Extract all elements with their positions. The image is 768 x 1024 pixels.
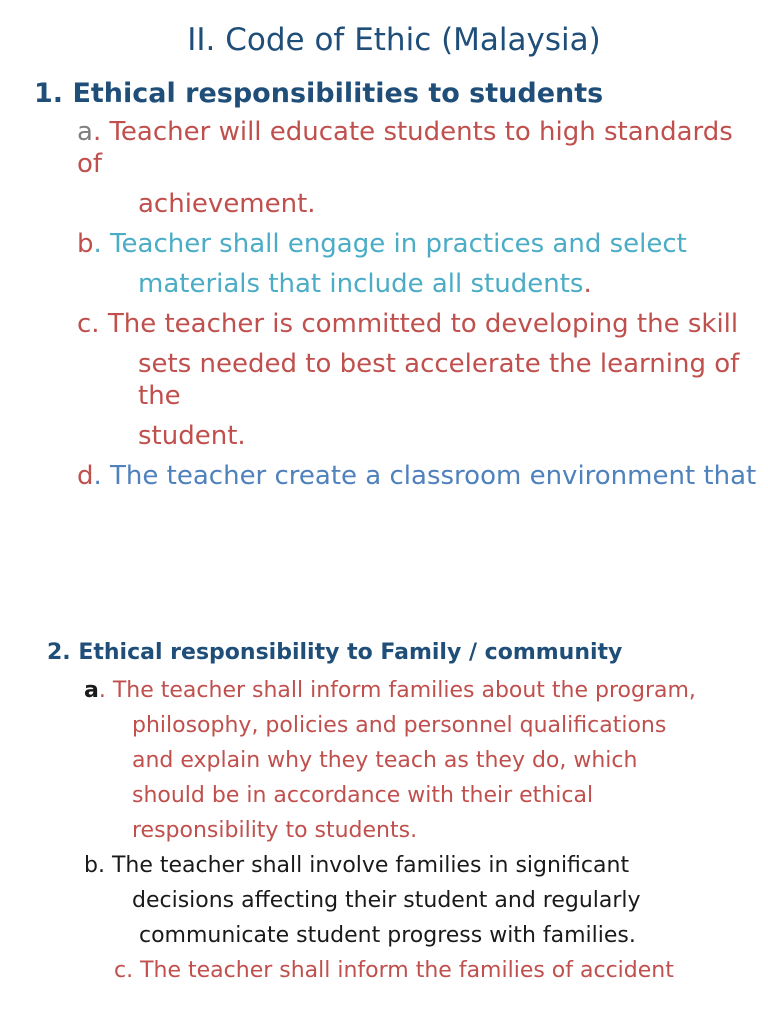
section-1-body <box>77 116 757 492</box>
heading-number: 1. <box>34 78 64 109</box>
item-text: The teacher shall inform families about the program, <box>112 678 696 703</box>
section-2-heading <box>47 640 622 665</box>
item-text: The teacher is committed to developing the skill <box>107 309 739 339</box>
item-letter: a <box>84 678 99 703</box>
item-text-cont: decisions affecting their student and regularly <box>132 888 641 913</box>
item-text-cont: achievement. <box>138 189 316 219</box>
item-letter: b <box>84 853 98 878</box>
item-text: The teacher shall inform the families of accident <box>140 958 674 983</box>
item-letter: c <box>114 958 127 983</box>
item-c: c. The teacher is committed to developing the skill <box>77 309 739 339</box>
heading-text: Ethical responsibility to Family / community <box>78 640 623 665</box>
item-text-cont: and explain why they teach as they do, which <box>132 748 638 773</box>
item-b: b. Teacher shall engage in practices and select <box>77 229 687 259</box>
item-letter: c <box>77 309 92 339</box>
item-text-cont: should be in accordance with their ethical <box>132 783 594 808</box>
item-text-cont: materials that include all students. <box>138 269 592 299</box>
item-text-cont: responsibility to students. <box>132 818 418 843</box>
item-text: Teacher will educate students to high standards of <box>77 117 733 179</box>
item-text: Teacher shall engage in practices and select <box>110 229 687 259</box>
section-1-heading <box>34 78 603 109</box>
section-2-body <box>84 676 754 985</box>
item-text-cont: student. <box>138 421 246 451</box>
item-letter: d <box>77 461 94 491</box>
item-d: d. The teacher create a classroom environment that <box>77 461 757 491</box>
slide-title: II. Code of Ethic (Malaysia) <box>187 22 601 58</box>
item-a: a. Teacher will educate students to high standards of <box>77 117 733 179</box>
slide-2 <box>0 620 768 1024</box>
item-a: a. The teacher shall inform families about the program, <box>84 678 696 703</box>
item-text: The teacher shall involve families in significant <box>111 853 630 878</box>
item-letter: b <box>77 229 94 259</box>
heading-text: Ethical responsibilities to students <box>72 78 604 109</box>
item-letter: a <box>77 117 93 147</box>
item-text: The teacher create a classroom environment that <box>110 461 757 491</box>
item-text-cont: philosophy, policies and personnel qualifications <box>132 713 667 738</box>
item-c: c. The teacher shall inform the families of accident <box>114 958 674 983</box>
item-text-cont: communicate student progress with families. <box>139 923 636 948</box>
item-b: b. The teacher shall involve families in significant <box>84 853 630 878</box>
item-text-cont: sets needed to best accelerate the learning of the <box>138 349 740 411</box>
heading-number: 2. <box>47 640 71 665</box>
